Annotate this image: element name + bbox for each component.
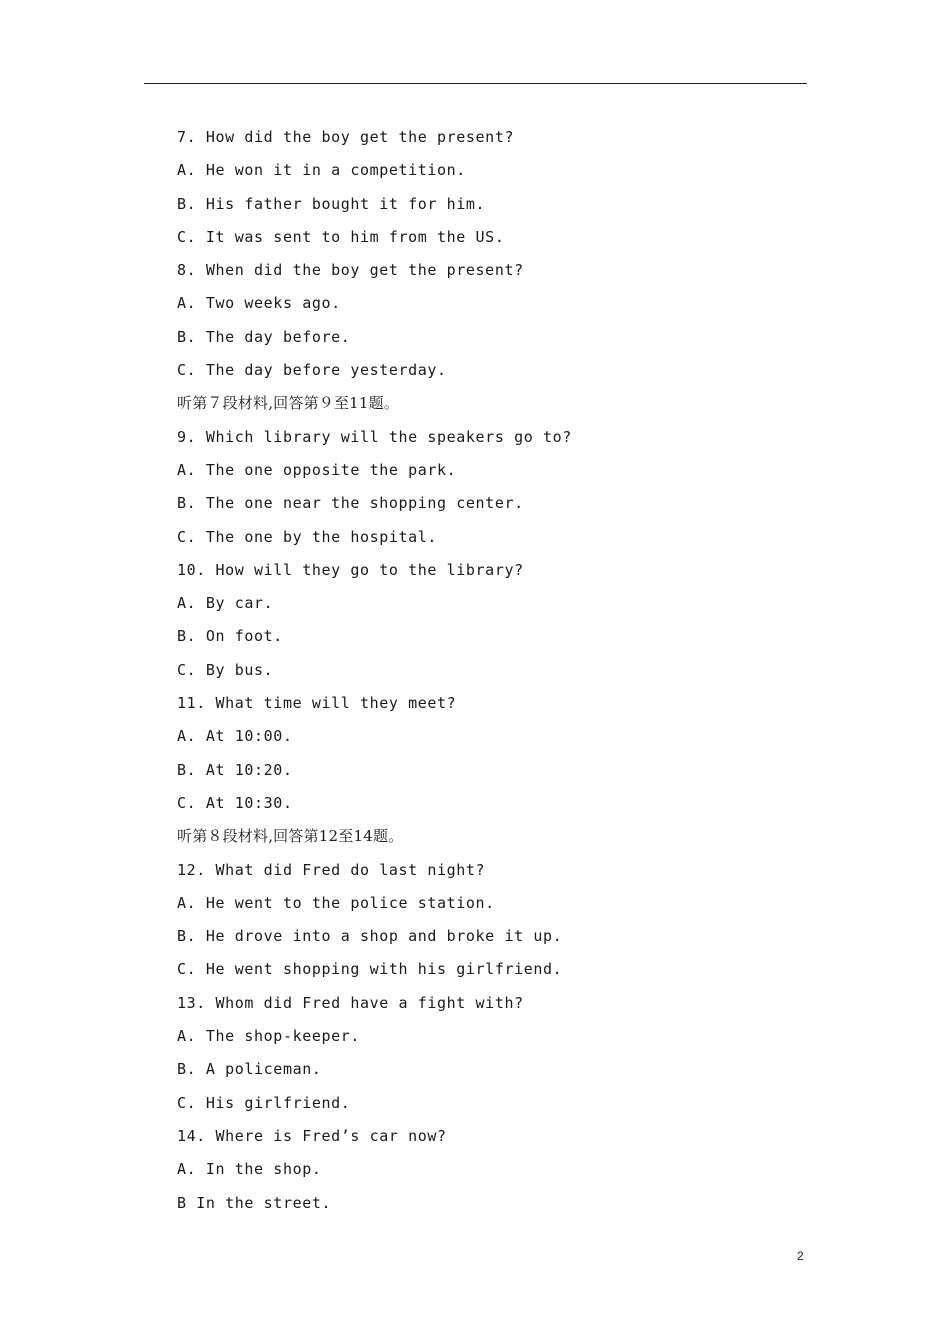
page-number: 2 xyxy=(797,1249,804,1263)
question-13-option-c: C. His girlfriend. xyxy=(177,1093,351,1112)
question-11: 11. What time will they meet? xyxy=(177,694,457,713)
section-instruction-7: 听第７段材料,回答第９至11题。 xyxy=(177,394,400,413)
question-10-option-c: C. By bus. xyxy=(177,660,274,679)
question-11-option-c: C. At 10:30. xyxy=(177,793,293,812)
question-11-option-a: A. At 10:00. xyxy=(177,727,293,746)
question-12-option-a: A. He went to the police station. xyxy=(177,893,495,912)
question-14-option-b: B In the street. xyxy=(177,1193,332,1212)
question-7-option-a: A. He won it in a competition. xyxy=(177,161,466,180)
question-8: 8. When did the boy get the present? xyxy=(177,261,524,280)
question-list xyxy=(177,125,817,1224)
question-9: 9. Which library will the speakers go to? xyxy=(177,427,572,446)
question-7-option-b: B. His father bought it for him. xyxy=(177,194,486,213)
question-7-option-c: C. It was sent to him from the US. xyxy=(177,227,505,246)
question-9-option-c: C. The one by the hospital. xyxy=(177,527,438,546)
question-10-option-b: B. On foot. xyxy=(177,627,283,646)
question-13: 13. Whom did Fred have a fight with? xyxy=(177,993,524,1012)
question-8-option-b: B. The day before. xyxy=(177,327,351,346)
question-12-option-c: C. He went shopping with his girlfriend. xyxy=(177,960,563,979)
question-13-option-a: A. The shop-keeper. xyxy=(177,1027,360,1046)
question-11-option-b: B. At 10:20. xyxy=(177,760,293,779)
question-10-option-a: A. By car. xyxy=(177,594,274,613)
question-14: 14. Where is Fred’s car now? xyxy=(177,1126,447,1145)
question-12-option-b: B. He drove into a shop and broke it up. xyxy=(177,927,563,946)
question-8-option-c: C. The day before yesterday. xyxy=(177,361,447,380)
question-13-option-b: B. A policeman. xyxy=(177,1060,322,1079)
section-instruction-8: 听第８段材料,回答第12至14题。 xyxy=(177,827,404,846)
question-7: 7. How did the boy get the present? xyxy=(177,128,515,146)
question-9-option-a: A. The one opposite the park. xyxy=(177,460,457,479)
question-10: 10. How will they go to the library? xyxy=(177,560,524,579)
question-9-option-b: B. The one near the shopping center. xyxy=(177,494,524,513)
question-8-option-a: A. Two weeks ago. xyxy=(177,294,341,313)
header-rule xyxy=(144,83,807,84)
question-12: 12. What did Fred do last night? xyxy=(177,860,486,879)
question-14-option-a: A. In the shop. xyxy=(177,1160,322,1179)
